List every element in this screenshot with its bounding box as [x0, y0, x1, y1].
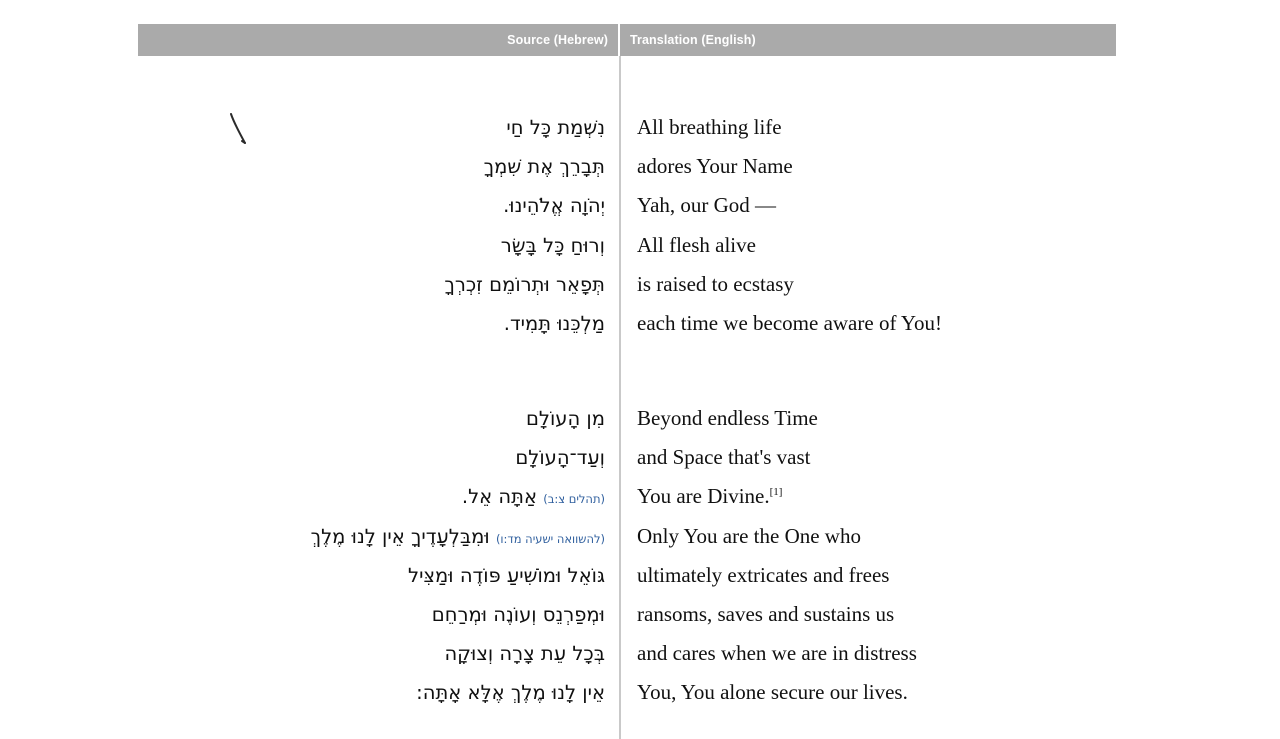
hebrew-line — [0, 477, 605, 519]
hebrew-line — [0, 186, 605, 225]
english-line — [637, 556, 889, 595]
text-line — [0, 226, 1280, 265]
text-line — [0, 595, 1280, 634]
english-line — [637, 673, 908, 712]
english-line — [637, 108, 782, 147]
hebrew-line — [0, 634, 605, 673]
hebrew-line — [0, 595, 605, 634]
hebrew-text: תְּבָרֵךְ אֶת שִׁמְךָ — [483, 155, 605, 179]
text-line — [0, 556, 1280, 595]
column-header-translation-label: Translation (English) — [630, 33, 756, 47]
english-text: ransoms, saves and sustains us — [637, 601, 895, 626]
stanza-1 — [0, 108, 1280, 343]
english-line — [637, 226, 756, 265]
english-line — [637, 438, 811, 477]
hebrew-text: וּמְפַרְנֵס וְעוֹנֶה וּמְרַחֵם — [431, 602, 605, 626]
hebrew-text: אֵין לָנוּ מֶלֶךְ אֶלָּא אָתָּה: — [416, 681, 605, 705]
hebrew-line — [0, 147, 605, 186]
bilingual-text-body — [0, 56, 1280, 739]
hebrew-text: בְּכָל עֵת צָרָה וְצוּקָה — [444, 642, 605, 666]
hebrew-text: מַלְכֵּנוּ תָּמִיד. — [503, 311, 605, 335]
hebrew-line — [0, 438, 605, 477]
footnote-marker[interactable]: [1] — [769, 486, 783, 499]
hebrew-text: יְהֹוָה אֱלֹהֵינוּ. — [503, 194, 605, 218]
english-line — [637, 399, 818, 438]
english-line — [637, 304, 942, 343]
column-header-source-label: Source (Hebrew) — [507, 33, 608, 47]
english-line — [637, 634, 917, 673]
hebrew-text: וְרוּחַ כָּל בָּשָׂר — [500, 233, 605, 257]
hebrew-text: אַתָּה אֵל. — [461, 485, 537, 509]
english-text: Yah, our God — — [637, 193, 777, 218]
english-text: Only You are the One who — [637, 523, 861, 548]
hebrew-line — [0, 517, 605, 559]
text-line — [0, 634, 1280, 673]
english-line — [637, 265, 794, 304]
english-text: and cares when we are in distress — [637, 641, 917, 666]
hebrew-line — [0, 556, 605, 595]
english-text: adores Your Name — [637, 154, 793, 179]
hebrew-text: גּוֹאֵל וּמוֹשִׁיעַ פּוֹדֶה וּמַצִּיל — [408, 563, 605, 587]
english-text: and Space that's vast — [637, 445, 811, 470]
english-text: each time we become aware of You! — [637, 310, 942, 335]
stanza-2 — [0, 399, 1280, 713]
text-line — [0, 304, 1280, 343]
text-line — [0, 186, 1280, 225]
english-line — [637, 517, 861, 556]
english-line — [637, 147, 793, 186]
text-line — [0, 147, 1280, 186]
hebrew-line — [0, 226, 605, 265]
english-line — [637, 477, 782, 516]
source-citation-link[interactable]: (תהלים צ:ב) — [543, 492, 605, 507]
english-text: Beyond endless Time — [637, 406, 818, 430]
hebrew-line — [0, 265, 605, 304]
column-header-source — [138, 24, 620, 56]
english-text: All flesh alive — [637, 232, 756, 257]
english-line — [637, 595, 894, 634]
english-text: You, You alone secure our lives. — [637, 680, 908, 705]
text-line — [0, 477, 1280, 516]
hebrew-line — [0, 108, 605, 147]
hebrew-line — [0, 399, 605, 438]
english-text: All breathing life — [637, 115, 782, 139]
english-text: is raised to ecstasy — [637, 271, 794, 296]
text-line — [0, 265, 1280, 304]
hebrew-text: נִשְׁמַת כָּל חַי — [506, 116, 605, 139]
english-line — [637, 186, 776, 225]
text-line — [0, 673, 1280, 712]
english-text: You are Divine. — [637, 484, 770, 509]
hebrew-text: מִן הָעוֹלָם — [525, 407, 605, 430]
hebrew-text: וְעַד־הָעוֹלָם — [515, 446, 605, 470]
english-text: ultimately extricates and frees — [637, 562, 890, 587]
text-line — [0, 517, 1280, 556]
hebrew-line — [0, 304, 605, 343]
column-header-bar — [138, 24, 1116, 56]
column-header-translation — [620, 24, 1116, 56]
source-citation-link[interactable]: (להשוואה ישעיה מד:ו) — [495, 531, 605, 546]
text-line — [0, 438, 1280, 477]
text-line — [0, 399, 1280, 438]
text-line — [0, 108, 1280, 147]
hebrew-line — [0, 673, 605, 712]
hebrew-text: תְּפָאֵר וּתְרוֹמֵם זִכְרְךָ — [444, 272, 605, 296]
hebrew-text: וּמִבַּלְעָדֶיךָ אֵין לָנוּ מֶלֶךְ — [310, 524, 490, 548]
